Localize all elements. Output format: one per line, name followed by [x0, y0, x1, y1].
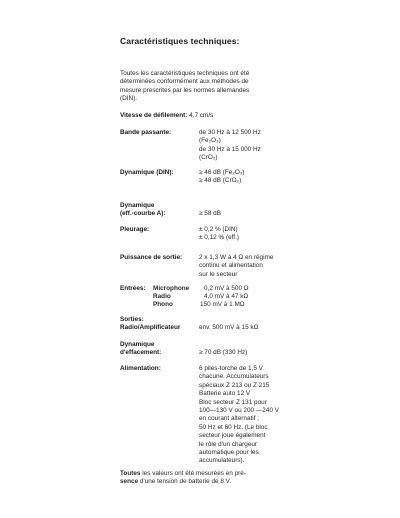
- spec-value-line: Bloc secteur Z 131 pour: [199, 398, 267, 406]
- spec-label: [120, 316, 180, 333]
- input-name: Radio: [153, 293, 171, 300]
- page-title: Caractéristiques techniques:: [120, 36, 240, 46]
- spec-label: Pleurage:: [120, 226, 150, 233]
- footer-text: d'une tension de batterie de 8 V.: [138, 478, 232, 486]
- spec-label: Bande passante:: [120, 129, 172, 136]
- input-level: 4,0 mV à 47 kΩ: [204, 293, 249, 300]
- footer-lead: sence: [120, 478, 139, 486]
- footer-lead: Toutes: [120, 470, 141, 477]
- spec-value-line: ≥ 46 dB (Fe₂O₃): [199, 169, 245, 176]
- spec-value: [199, 226, 239, 243]
- intro-line: déterminées conformément aux méthodes de: [120, 78, 249, 86]
- footer-note: [120, 470, 310, 487]
- spec-value-line: 6 piles-torche de 1,5 V: [199, 365, 263, 372]
- spec-value-line: de 30 Hz à 15 000 Hz: [199, 145, 261, 153]
- spec-speed: [120, 112, 305, 120]
- intro-line: Toutes les caractéristiques techniques ont été: [120, 70, 250, 77]
- spec-label: Alimentation:: [120, 365, 161, 372]
- spec-value: ≥ 70 dB (330 Hz): [199, 349, 248, 356]
- spec-label: Vitesse de défilement:: [120, 112, 188, 119]
- spec-value-line: en courant alternatif ;: [199, 415, 260, 423]
- spec-value-line: continu et alimentation: [199, 262, 263, 270]
- spec-label: Entrées:: [120, 285, 146, 292]
- footer-text: les valeurs ont été mesurées en pré-: [140, 470, 246, 477]
- footer-line: [120, 478, 310, 486]
- spec-value-line: 50 Hz et 60 Hz. (Le bloc: [199, 423, 268, 431]
- spec-value-line: automatique pour les: [199, 449, 259, 457]
- spec-value: ≥ 58 dB: [199, 210, 221, 217]
- footer-line: [120, 470, 310, 478]
- spec-value-line: sur le secteur: [199, 270, 238, 278]
- spec-value-line: ≥ 48 dB (CrO₂): [199, 177, 242, 185]
- spec-value-line: (Fe₂O₃): [199, 137, 221, 145]
- spec-value-line: de 30 Hz à 12 500 Hz: [199, 129, 261, 136]
- intro-paragraph: [120, 70, 290, 104]
- spec-value-line: chacune. Accumulateurs: [199, 373, 269, 381]
- input-level: 0,2 mV à 500 Ω: [204, 285, 249, 292]
- spec-value: [199, 254, 273, 279]
- spec-value-line: ± 0,12 % (eff.): [199, 234, 239, 242]
- spec-value: 4,7 cm/s: [189, 112, 214, 119]
- spec-value-line: 100—130 V ou 200 —240 V: [199, 407, 279, 415]
- spec-label-line: d'effacement:: [120, 349, 162, 357]
- spec-label-line: Sorties:: [120, 316, 144, 323]
- intro-line: mesure prescrites par les normes allemandes: [120, 86, 250, 94]
- spec-value-line: 2 x 1,3 W à 4 Ω en régime: [199, 254, 274, 261]
- spec-value-line: Batterie auto 12 V: [199, 390, 251, 398]
- spec-value-line: accumulateurs).: [199, 457, 245, 465]
- spec-label-line: Radio/Amplificateur: [120, 324, 181, 332]
- spec-value-line: (CrO₂): [199, 154, 218, 162]
- spec-value-line: ± 0,2 % (DIN): [199, 226, 238, 233]
- intro-line: (DIN).: [120, 95, 138, 103]
- spec-value-line: spéciaux Z 213 ou Z 215: [199, 381, 270, 389]
- spec-label: Dynamique (DIN):: [120, 169, 174, 176]
- spec-label: Puissance de sortie:: [120, 254, 183, 261]
- spec-value: [199, 169, 245, 186]
- spec-value: [199, 365, 279, 466]
- input-name: Phono: [153, 301, 173, 308]
- spec-value-line: secteur joue également: [199, 432, 266, 440]
- spec-value: [199, 129, 261, 163]
- spec-label-line: Dynamique: [120, 341, 155, 348]
- spec-label-line: Dynamique: [120, 202, 155, 209]
- input-name: Microphone: [153, 285, 190, 292]
- spec-label: [120, 341, 161, 358]
- spec-value: env. 500 mV à 15 kΩ: [199, 324, 259, 331]
- spec-value-line: le rôle d'un chargeur: [199, 440, 258, 448]
- spec-label-line: (eff.-courbe A):: [120, 210, 166, 218]
- input-level: 150 mV à 1 MΩ: [200, 301, 245, 308]
- spec-label: [120, 202, 166, 219]
